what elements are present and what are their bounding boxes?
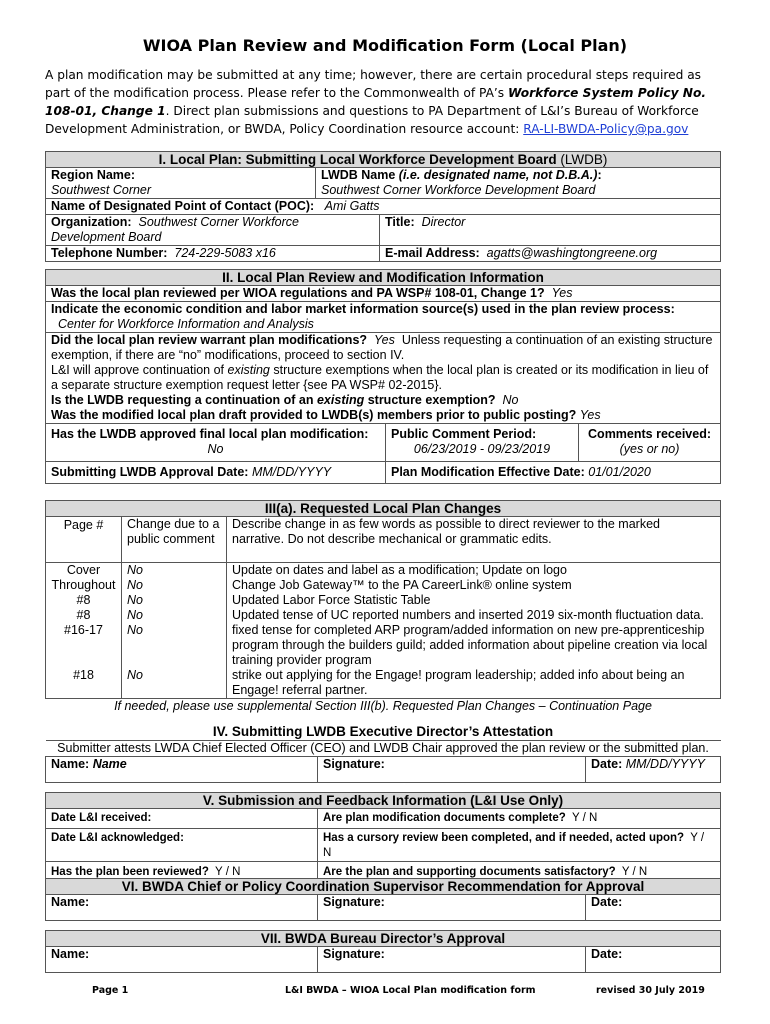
lmi-source-answer[interactable]: Center for Workforce Information and Analysis [57,317,314,331]
poc-value[interactable]: Ami Gatts [324,199,380,213]
comments-received-value[interactable]: (yes or no) [619,442,680,456]
wioa-review-answer[interactable]: Yes [551,286,573,300]
exemption-question: Is the LWDB requesting a continuation of an existing structure exemption? [51,393,496,407]
attestation-text: Submitter attests LWDA Chief Elected Officer (CEO) and LWDB Chair approved the plan review or the submitted plan. [46,740,721,756]
poc-label: Name of Designated Point of Contact (POC): [51,199,315,213]
title-value[interactable]: Director [421,215,466,229]
section-5-table [45,792,721,884]
attest-signature-cell[interactable] [318,756,586,782]
region-label: Region Name: [51,168,136,182]
director-date-cell[interactable]: Date: [586,947,721,973]
intro-paragraph [45,66,725,138]
approval-date-label: Submitting LWDB Approval Date: [51,465,249,479]
approval-date-value[interactable]: MM/DD/YYYY [251,465,332,479]
section-3a-header: III(a). Requested Local Plan Changes [46,501,721,517]
modifications-row [46,333,721,424]
date-acknowledged-cell[interactable]: Date L&I acknowledged: [46,829,318,862]
change-row [46,608,721,623]
title-label: Title: [385,215,415,229]
attest-name-cell[interactable] [46,756,318,782]
organization-label: Organization: [51,215,132,229]
change-row [46,563,721,579]
section-3a-table [45,500,721,714]
change-description[interactable]: Updated tense of UC reported numbers and inserted 2019 six-month fluctuation data. [227,608,721,623]
public-comment-value[interactable]: 06/23/2019 - 09/23/2019 [413,442,551,456]
modifications-question: Did the local plan review warrant plan modifications? [51,333,368,347]
email-value[interactable]: agatts@washingtongreene.org [486,246,658,260]
attest-name-value[interactable]: Name [92,756,127,771]
approval-date-cell [46,462,386,484]
change-page[interactable]: #8 [46,608,122,623]
attest-name-label: Name: [51,756,90,771]
public-comment-label: Public Comment Period: [391,427,537,441]
section-6-table [45,878,721,921]
region-cell [46,168,316,199]
footer-revision: revised 30 July 2019 [596,985,705,996]
section-5-header: V. Submission and Feedback Information (L&I Use Only) [46,793,721,809]
policy-email-link[interactable]: RA-LI-BWDA-Policy@pa.gov [523,122,689,136]
change-description[interactable]: Updated Labor Force Statistic Table [227,593,721,608]
exemption-note: L&I will approve continuation of existing structure exemptions when the local plan is created or its modification in lieu of a separate structure exemption request letter {see PA WSP# 02-2015}. [51,363,709,392]
lwdb-approved-value[interactable]: No [207,442,224,456]
change-description[interactable]: Update on dates and label as a modification; Update on logo [227,563,721,579]
intro-text-2: . Direct plan submissions and questions to PA Department of L&I’s Bureau of Workforce Development Administration, or BWDA, Policy Coordination resource account: [45,104,699,136]
section-6-header: VI. BWDA Chief or Policy Coordination Supervisor Recommendation for Approval [46,879,721,895]
effective-date-value[interactable]: 01/01/2020 [588,465,651,479]
cursory-review-yn[interactable]: Y / N [323,832,705,859]
telephone-cell [46,246,380,262]
lwdb-approved-cell [46,424,386,462]
attest-date-label: Date: [591,756,623,771]
section-2-table [45,269,721,484]
poc-cell [46,199,721,215]
comments-received-label: Comments received: [588,427,711,441]
attest-date-value[interactable]: MM/DD/YYYY [625,756,705,771]
change-page[interactable]: #18 [46,668,122,699]
documents-complete-cell[interactable]: Are plan modification documents complete? Y / N [318,809,721,829]
telephone-value[interactable]: 724-229-5083 x16 [174,246,276,260]
exemption-answer[interactable]: No [502,393,519,407]
change-public-comment[interactable]: No [122,608,227,623]
effective-date-label: Plan Modification Effective Date: [391,465,585,479]
wioa-review-question: Was the local plan reviewed per WIOA regulations and PA WSP# 108-01, Change 1? [51,286,545,300]
change-row [46,668,721,699]
organization-cell [46,215,380,246]
footer-form-name: L&I BWDA – WIOA Local Plan modification form [285,985,536,996]
telephone-label: Telephone Number: [51,246,168,260]
director-name-cell[interactable]: Name: [46,947,318,973]
documents-complete-yn[interactable]: Y / N [572,812,598,824]
change-row [46,623,721,668]
section-2-header: II. Local Plan Review and Modification Information [46,270,721,286]
organization-value[interactable]: Southwest Corner Workforce Development Board [51,215,299,244]
col-public-comment-header: Change due to a public comment [122,517,227,563]
change-description[interactable]: fixed tense for completed ARP program/added information on new pre-apprenticeship program through the builders guild; added information about pipeline creation via local training provider program [227,623,721,668]
draft-provided-answer[interactable]: Yes [579,408,601,422]
change-page[interactable]: #16-17 [46,623,122,668]
continuation-note: If needed, please use supplemental Section III(b). Requested Plan Changes – Continuation Page [114,699,652,713]
change-public-comment[interactable]: No [122,578,227,593]
attest-date-cell[interactable] [586,756,721,782]
date-received-cell[interactable]: Date L&I received: [46,809,318,829]
change-public-comment[interactable]: No [122,668,227,699]
lwdb-cell [316,168,721,199]
page-title: WIOA Plan Review and Modification Form (Local Plan) [142,36,628,55]
region-value[interactable]: Southwest Corner [51,183,152,197]
lwdb-label: LWDB Name (i.e. designated name, not D.B.A.): [321,168,602,182]
title-cell [380,215,721,246]
change-page[interactable]: Throughout [46,578,122,593]
col-description-header: Describe change in as few words as possible to direct reviewer to the marked narrative. Do not describe mechanical or grammatic edits. [227,517,721,563]
lwdb-approved-label: Has the LWDB approved final local plan modification: [51,427,369,441]
lwdb-value[interactable]: Southwest Corner Workforce Development Board [321,183,596,197]
intro-text: A plan modification may be submitted at any time; however, there are certain procedural steps required as part of the modification process. Please refer to the Commonwealth of PA’s [45,68,702,100]
lmi-source-row [46,302,721,333]
section-1-table [45,151,721,262]
recommendation-signature-cell[interactable]: Signature: [318,895,586,921]
change-public-comment[interactable]: No [122,563,227,579]
col-page-header: Page # [46,517,122,563]
attest-signature-label: Signature: [323,756,385,771]
change-description[interactable]: Change Job Gateway™ to the PA CareerLink® online system [227,578,721,593]
plan-reviewed-cell[interactable]: Has the plan been reviewed? Y / N [46,862,318,884]
change-row [46,578,721,593]
modifications-answer[interactable]: Yes [374,333,395,347]
section-1-header: I. Local Plan: Submitting Local Workforce Development Board (LWDB) [46,152,721,168]
recommendation-date-cell[interactable]: Date: [586,895,721,921]
change-page[interactable]: #8 [46,593,122,608]
email-label: E-mail Address: [385,246,480,260]
plan-reviewed-yn[interactable]: Y / N [215,866,241,878]
wioa-review-row [46,286,721,302]
change-public-comment[interactable]: No [122,593,227,608]
change-page[interactable]: Cover [46,563,122,579]
lmi-source-question: Indicate the economic condition and labor market information source(s) used in the plan review process: [51,302,675,316]
director-signature-cell[interactable]: Signature: [318,947,586,973]
change-row [46,593,721,608]
draft-provided-question: Was the modified local plan draft provided to LWDB(s) members prior to public posting? [51,408,577,422]
public-comment-cell [386,424,579,462]
section-4-table [45,724,721,783]
comments-received-cell [579,424,721,462]
section-4-header: IV. Submitting LWDB Executive Director’s Attestation [46,724,721,740]
satisfactory-yn[interactable]: Y / N [621,866,648,878]
footer-page-number: Page 1 [92,985,129,996]
modifications-note: Unless requesting a continuation of an existing structure exemption, if there are “no” modifications, proceed to section IV. [51,333,713,362]
section-7-table [45,930,721,973]
section-7-header: VII. BWDA Bureau Director’s Approval [46,931,721,947]
change-public-comment[interactable]: No [122,623,227,668]
recommendation-name-cell[interactable]: Name: [46,895,318,921]
cursory-review-cell[interactable]: Has a cursory review been completed, and if needed, acted upon? Y / N [318,829,721,862]
email-cell [380,246,721,262]
satisfactory-cell[interactable]: Are the plan and supporting documents satisfactory? Y / N [318,862,721,884]
policy-reference: Workforce System Policy No. 108-01, Change 1 [45,86,706,118]
change-description[interactable]: strike out applying for the Engage! program leadership; added info about being an Engage! referral partner. [227,668,721,699]
effective-date-cell [386,462,721,484]
